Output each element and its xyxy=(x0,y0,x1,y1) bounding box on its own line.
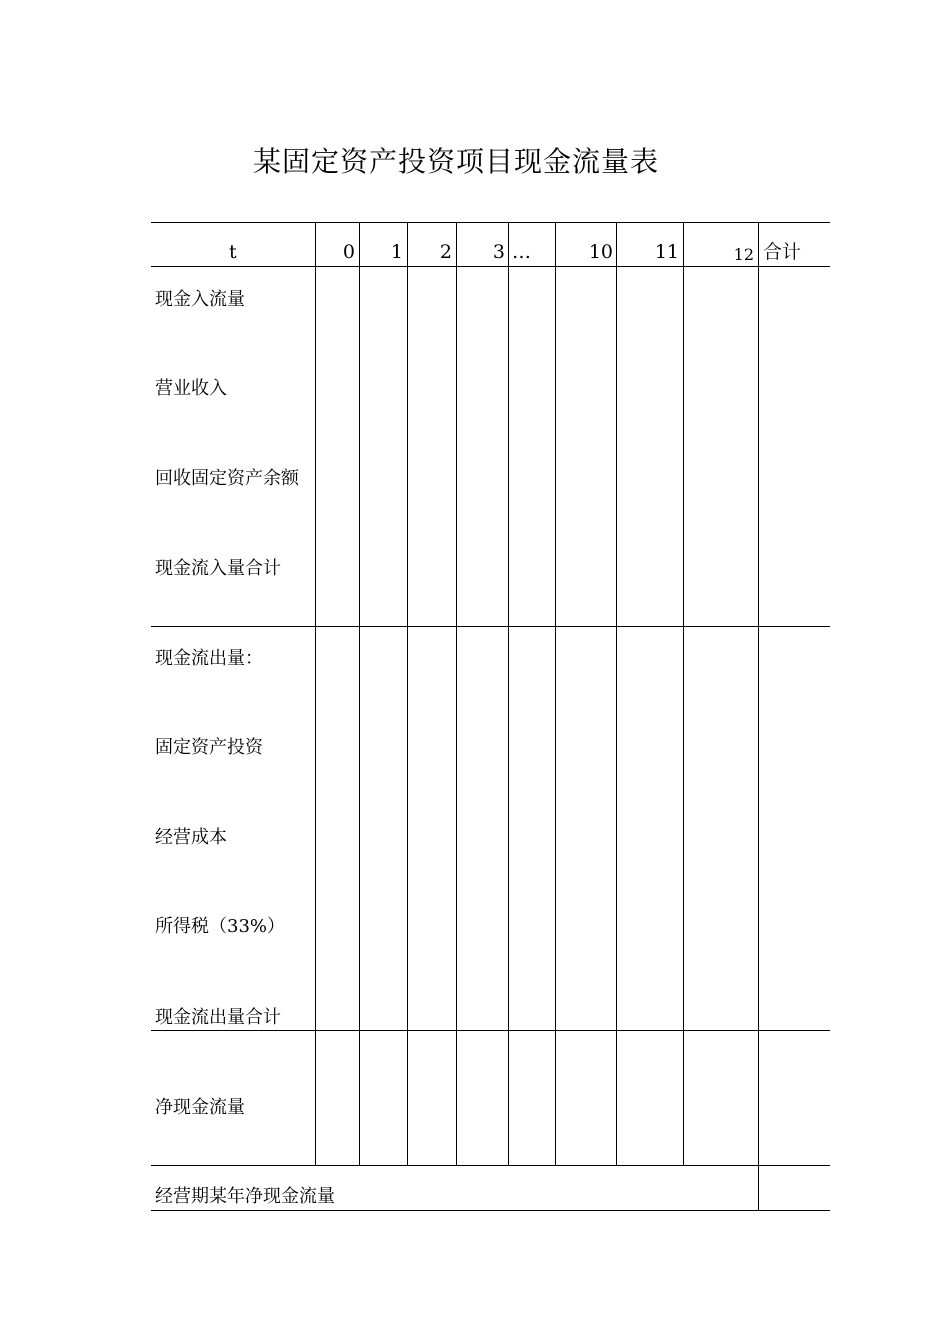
table-rule-header xyxy=(151,266,830,267)
header-period-ellipsis: … xyxy=(512,241,531,263)
header-period: 3 xyxy=(492,241,505,263)
row-label-operating-year-ncf: 经营期某年净现金流量 xyxy=(155,1186,335,1207)
column-divider-total xyxy=(758,222,759,1210)
header-period: 12 xyxy=(733,245,754,264)
row-label-inflow-heading: 现金入流量 xyxy=(155,289,245,310)
row-label-income-tax: 所得税（33%） xyxy=(155,916,286,937)
column-divider xyxy=(508,222,509,1165)
column-divider xyxy=(456,222,457,1165)
header-period: 1 xyxy=(390,241,403,263)
column-divider xyxy=(555,222,556,1165)
row-label-outflow-heading: 现金流出量： xyxy=(155,648,263,669)
row-label-inflow-total: 现金流入量合计 xyxy=(155,558,281,579)
column-divider xyxy=(315,222,316,1165)
row-label-operating-cost: 经营成本 xyxy=(155,827,227,848)
column-divider xyxy=(407,222,408,1165)
page-title: 某固定资产投资项目现金流量表 xyxy=(253,145,660,178)
header-period: 11 xyxy=(654,241,679,263)
table-rule-top xyxy=(151,222,830,223)
column-divider xyxy=(683,222,684,1165)
header-period: 2 xyxy=(439,241,452,263)
table-rule-outflow xyxy=(151,1030,830,1031)
row-label-outflow-total: 现金流出量合计 xyxy=(155,1007,281,1028)
table-rule-bottom xyxy=(151,1210,830,1211)
row-label-fixed-investment: 固定资产投资 xyxy=(155,737,263,758)
header-t: t xyxy=(229,241,237,263)
header-period: 0 xyxy=(342,241,355,263)
table-rule-inflow xyxy=(151,626,830,627)
column-divider xyxy=(359,222,360,1165)
table-rule-net xyxy=(151,1165,830,1166)
header-total: 合计 xyxy=(763,241,802,263)
header-period: 10 xyxy=(588,241,613,263)
row-label-revenue: 营业收入 xyxy=(155,378,227,399)
column-divider xyxy=(616,222,617,1165)
row-label-net-cash-flow: 净现金流量 xyxy=(155,1097,245,1118)
row-label-salvage: 回收固定资产余额 xyxy=(155,468,299,489)
